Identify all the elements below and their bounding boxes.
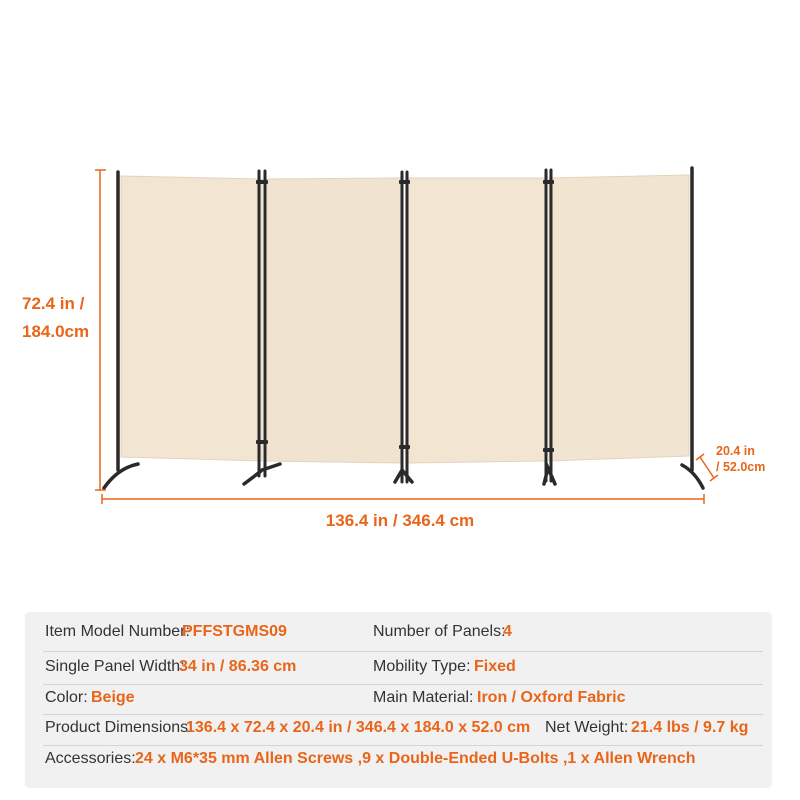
width-dimension-line [102, 494, 704, 504]
panel-count-value: 4 [503, 623, 512, 640]
fabric-panel-4 [549, 175, 689, 461]
color-label: Color: [45, 689, 88, 706]
row-divider [43, 684, 763, 685]
fabric-panel-2 [266, 178, 403, 463]
panel-count-label: Number of Panels: [373, 623, 506, 640]
height-label [22, 290, 89, 346]
mobility-value: Fixed [474, 658, 516, 675]
product-dimensions-value: 136.4 x 72.4 x 20.4 in / 346.4 x 184.0 x 52.0 cm [186, 719, 531, 736]
mobility-label: Mobility Type: [373, 658, 471, 675]
depth-label [716, 443, 765, 475]
height-cm-label: 184.0cm [22, 322, 90, 341]
height-dimension-line [95, 170, 106, 490]
product-dimensions-label: Product Dimensions: [45, 719, 193, 736]
depth-cm-label: / 52.0cm [716, 460, 766, 474]
depth-in-label: 20.4 in [716, 444, 755, 458]
spec-table [25, 612, 772, 788]
height-in-label: 72.4 in / [22, 294, 85, 313]
material-value: Iron / Oxford Fabric [477, 689, 626, 706]
row-divider [43, 651, 763, 652]
panel-width-label: Single Panel Width: [45, 658, 185, 675]
fabric-panel-3 [407, 178, 545, 463]
net-weight-label: Net Weight: [545, 719, 629, 736]
panel-width-value: 34 in / 86.36 cm [179, 658, 297, 675]
model-number-value: PFFSTGMS09 [182, 623, 287, 640]
row-divider [43, 745, 763, 746]
accessories-label: Accessories: [45, 750, 136, 767]
net-weight-value: 21.4 lbs / 9.7 kg [631, 719, 749, 736]
color-value: Beige [91, 689, 135, 706]
width-label: 136.4 in / 346.4 cm [325, 511, 475, 530]
accessories-value: 24 x M6*35 mm Allen Screws ,9 x Double-Ended U-Bolts ,1 x Allen Wrench [135, 750, 696, 767]
depth-dimension-line [696, 454, 718, 481]
fabric-panel-1 [121, 176, 262, 461]
fabric-panels [121, 175, 689, 463]
model-number-label: Item Model Number: [45, 623, 190, 640]
material-label: Main Material: [373, 689, 474, 706]
row-divider [43, 714, 763, 715]
